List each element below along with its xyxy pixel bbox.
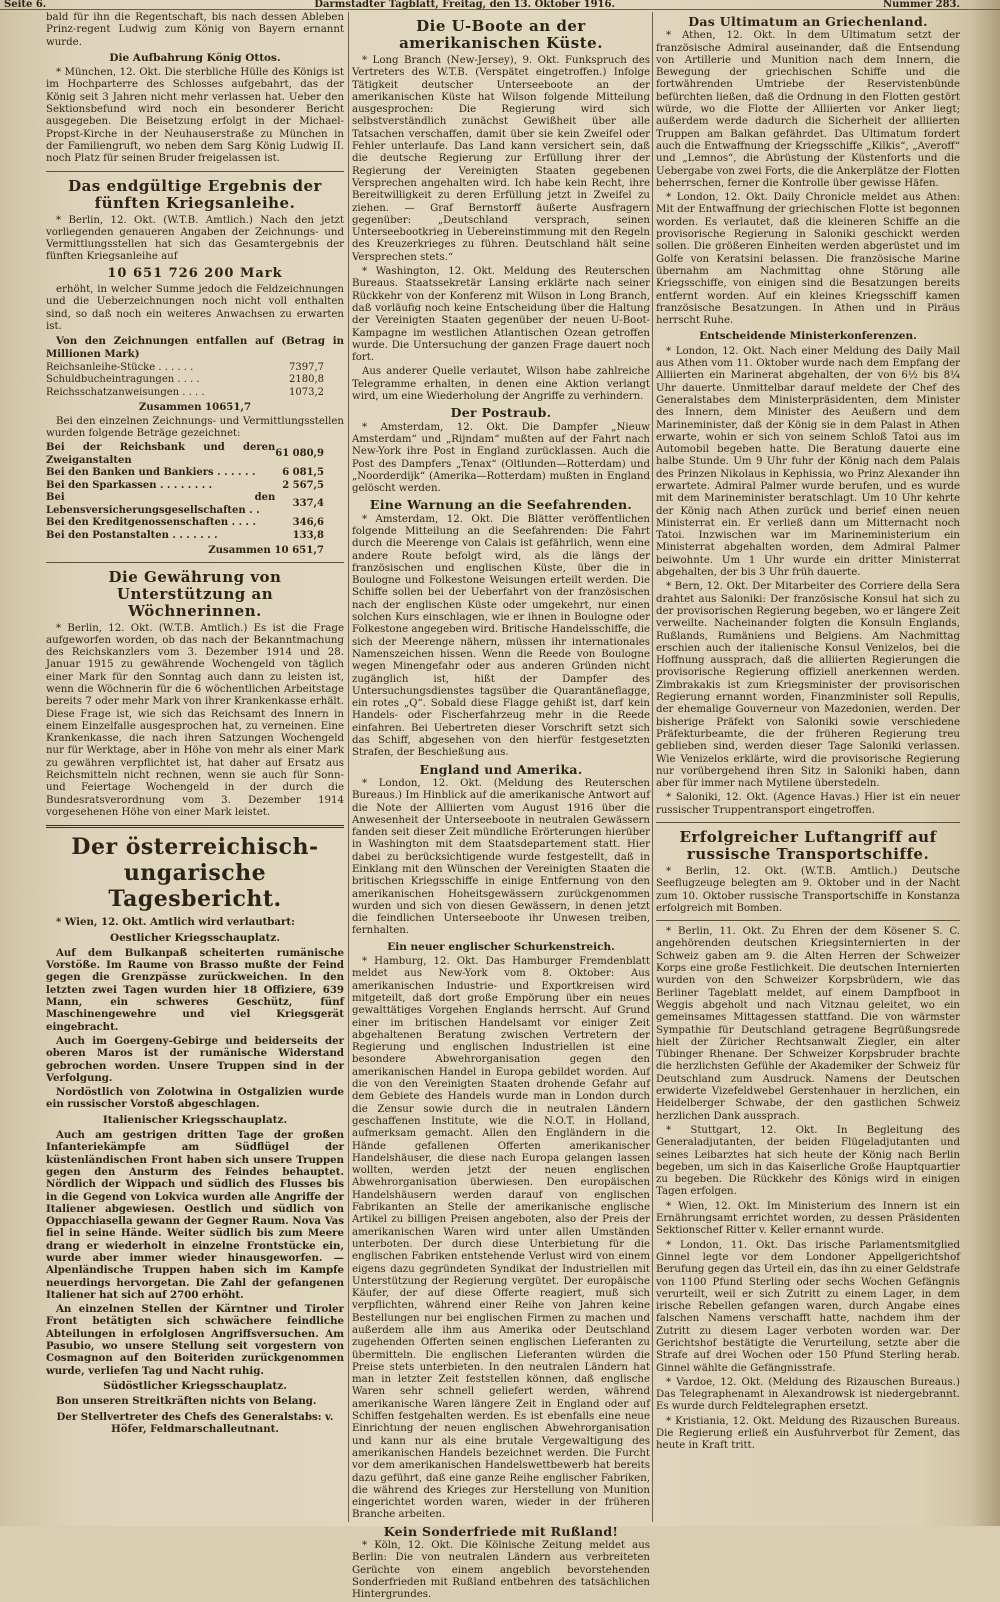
tagesbericht-intro: * Wien, 12. Okt. Amtlich wird verlautbart:	[56, 916, 295, 929]
news-item: * London, 11. Okt. Das irische Parlamentsmitglied Ginnel legte vor dem Londoner Appellgerichtshof Berufung gegen das Urteil ein, das ihn zu einer Geldstrafe von 1100 Pfund Sterling oder sechs Wochen Gefängnis verurteilt, weil er sich Zutritt zu einem Lager, in dem irische Rebellen gefangen waren, durch Angabe eines falschen Namens verschafft hatte, nachdem ihm der Zutritt zu diesem Lager verboten worden war. Der Gerichtshof bestätigte die Verurteilung, setzte aber die Strafe auf drei Wochen oder 150 Pfund Sterling herab. Ginnel wählte die Gefängnisstrafe.	[656, 1239, 960, 1374]
table-label: Bei den Lebensversicherungsgesellschaften . .	[46, 492, 276, 516]
uboot-text-2: * Washington, 12. Okt. Meldung des Reuterschen Bureaus. Staatssekretär Lansing erklärte nach seiner Rückkehr von der Konferenz mit Wilson in Long Branch, daß vorläufig noch keine Entscheidung über die Haltung der Vereinigten Staaten gegenüber der neuen U-Boot-Kampagne im westlichen Atlantischen Ozean getroffen wurde. Die Untersuchung der ganzen Frage dauert noch fort.	[352, 266, 650, 364]
table-label: Bei den Banken und Bankiers . . . . . .	[46, 467, 256, 479]
divider	[46, 825, 344, 828]
post-headline: Der Postraub.	[450, 405, 552, 421]
issue-number: Nummer 283.	[882, 0, 960, 10]
table-value: 346,6	[292, 517, 324, 529]
anleihe-sum-1: Zusammen 10651,7	[138, 401, 252, 414]
ital-text-2: An einzelnen Stellen der Kärntner und Tiroler Front betätigten sich schwächere feindliche Abteilungen in erfolglosen Angriffsversuchen. Am Pasubio, wo unsere Stellung seit vorgestern von Cosmagnon auf den Boiteriden zurückgenommen wurde, verliefen Tag und Nacht ruhig.	[46, 1303, 344, 1377]
anleihe-headline: Das endgültige Ergebnis der fünften Kriegsanleihe.	[68, 176, 322, 212]
ost-headline: Oestlicher Kriegsschauplatz.	[109, 931, 281, 944]
table-row	[46, 467, 344, 480]
streich-headline: Ein neuer englischer Schurkenstreich.	[387, 940, 615, 953]
column-2	[352, 12, 650, 1601]
table-row	[46, 374, 344, 387]
column-rule-1	[348, 12, 349, 1522]
table-row	[46, 517, 344, 530]
anleihe-text-3: Von den Zeichnungen entfallen auf (Betrag in Millionen Mark)	[46, 335, 344, 360]
divider	[46, 171, 344, 172]
table-row	[46, 530, 344, 543]
anleihe-amount: 10 651 726 200 Mark	[107, 265, 283, 281]
divider	[656, 920, 960, 921]
tagesbericht-headline: Der österreichisch-ungarische Tagesbericht.	[71, 834, 319, 913]
news-item: * Stuttgart, 12. Okt. In Begleitung des Generaladjutanten, der beiden Flügeladjutanten und seines Leibarztes hat sich heute der König nach Berlin begeben, um sich in das Kaiserliche Große Hauptquartier zu begeben. Die Rückkehr des Königs wird in einigen Tagen erfolgen.	[656, 1124, 960, 1198]
column-1	[46, 12, 344, 1522]
sonder-article: * Köln, 12. Okt. Die Kölnische Zeitung meldet aus Berlin: Die von neutralen Ländern aus verbreiteten Gerüchte von einem angeblich bevorstehenden Sonderfrieden mit Rußland entbehren des tatsächlichen Hintergrundes.	[352, 1540, 650, 1601]
minister-text-1: * London, 12. Okt. Nach einer Meldung des Daily Mail aus Athen vom 11. Oktober wurde nach dem Empfang der Alliierten ein Marinerat abgehalten, der von 6½ bis 8¼ Uhr dauerte. Unmittelbar darauf meldete der Chef des Generalstabes dem Ministerpräsidenten, dem Minister des Innern, dem Minister des Aeußern und dem Marineminister, daß der König sie in dem Palast in Athen erwarte, wohin er sich von seinem Schloß Tatoi aus im Automobil begeben hatte. Die Beratung dauerte eine halbe Stunde. Um 9 Uhr fuhr der König nach dem Palais des Prinzen Nikolaus in Kephissia, wo Prinz Alexander ihn erwartete. Admiral Palmer wurde berufen, und es wurde mit dem Marineminister beratschlagt. Um 10 Uhr kehrte der König nach Athen zurück und berief einen neuen Ministerrat ein. Er verließ dann um Mitternacht noch Tatoi. Inzwischen war im Marineministerium ein Ministerrat abgehalten worden, dem Admiral Palmer beiwohnte. Um 1 Uhr wurde ein dritter Ministerrat abgehalten, der bis 3 Uhr früh dauerte.	[656, 345, 960, 579]
anleihe-text-1: * Berlin, 12. Okt. (W.T.B. Amtlich.) Nach den jetzt vorliegenden genaueren Angaben der Zeichnungs- und Vermittlungsstellen hat sich das Gesamtergebnis der fünften Kriegsanleihe auf	[46, 214, 344, 263]
sonder-headline: Kein Sonderfriede mit Rußland!	[383, 1523, 619, 1539]
anleihe-text-2: erhöht, in welcher Summe jedoch die Feldzeichnungen und die Ueberzeichnungen noch nicht voll enthalten sind, so daß noch ein weiteres Anwachsen zu erwarten ist.	[46, 284, 344, 332]
table-row	[46, 492, 344, 517]
ultimatum-headline: Das Ultimatum an Griechenland.	[688, 14, 928, 29]
wochen-headline: Die Gewährung von Unterstützung an Wöchnerinnen.	[108, 567, 282, 620]
table-label: Schuldbucheintragungen . . . .	[46, 374, 200, 386]
otto-headline: Die Aufbahrung König Ottos.	[109, 51, 281, 64]
news-item: * Vardoe, 12. Okt. (Meldung des Rizauschen Bureaus.) Das Telegraphenamt in Alexandrowsk ist niedergebrannt. Es wurde durch Feldtelegraphen ersetzt.	[656, 1376, 960, 1413]
table-row	[46, 480, 344, 493]
table-value: 133,8	[292, 529, 324, 541]
table-row	[46, 442, 344, 467]
page-edge-shadow	[970, 0, 1000, 1526]
luft-headline: Erfolgreicher Luftangriff auf russische Transportschiffe.	[679, 828, 937, 863]
ital-text-1: Auch am gestrigen dritten Tage der großen Infanteriekämpfe am Südflügel der küstenländischen Front haben sich unsere Truppen gegen den Ansturm des Feindes behauptet. Nördlich der Wippach und südlich des Flusses bis in die Gegend von Lokvica wurden alle Angriffe der Italiener abgewiesen. Oestlich und südlich von Oppacchiasella gewann der Gegner Raum. Nova Vas fiel in seine Hände. Weiter südlich bis zum Meere drang er wiederholt in einzelne Frontstücke ein, wurde aber immer wieder hinausgeworfen. — Alpenländische Truppen haben sich im Kampfe neuerdings hervorgetan. Die Zahl der gefangenen Italiener hat sich auf 2700 erhöht.	[46, 1129, 344, 1301]
luft-article: * Berlin, 12. Okt. (W.T.B. Amtlich.) Deutsche Seeflugzeuge belegten am 9. Oktober und in der Nacht zum 10. Oktober russische Transportschiffe in Konstanza erfolgreich mit Bomben.	[656, 866, 960, 914]
newspaper-title-date: Darmstädter Tagblatt, Freitag, den 13. Oktober 1916.	[314, 0, 615, 10]
table-label: Reichsanleihe-Stücke . . . . . .	[46, 361, 194, 373]
table-row	[46, 362, 344, 375]
otto-article: * München, 12. Okt. Die sterbliche Hülle des Königs ist im Hochparterre des Schlosses aufgebahrt, das der König seit 3 Jahren nicht mehr verlassen hat. Ueber den Sektionsbefund wird noch ein besonderer Bericht ausgegeben. Die Beisetzung erfolgt in der Michael-Propst-Kirche in der Neuhauserstraße zu München in der Familiengruft, wo neben dem Sarg König Ludwig II. noch Platz für seinen Bruder freigelassen ist.	[46, 67, 344, 165]
column-3	[656, 12, 960, 1522]
table-label: Bei der Reichsbank und deren Zweiganstalten	[46, 442, 276, 466]
warn-article: * Amsterdam, 12. Okt. Die Blätter veröffentlichen folgende Mitteilung an die Seefahrenden: Die Fahrt durch die Meerenge von Calais ist gefährlich, wenn eine andere Route befolgt wird, als die längs der französischen und englischen Küste, über die in Boulogne und Folkestone Weisungen erteilt werden. Die Schiffe sollen bei der Ueberfahrt von der französischen nach der englischen Küste oder umgekehrt, nur einen solchen Kurs einschlagen, wie er ihnen in Boulogne oder Folkestone angegeben wird. Britische Handelsschiffe, die sich der Meerenge nähern, müssen ihr internationales Namenszeichen hissen. Wenn die Reede von Boulogne wegen Minengefahr oder aus anderen Gründen nicht zugänglich ist, hißt der Dampfer des Untersuchungsdienstes tagsüber die Quarantäneflagge, ein rotes „Q“. Sobald diese Flagge gehißt ist, darf kein Handels- oder Fischerfahrzeug mehr in die Reede einfahren. Bei Uebertreten dieser Vorschrift setzt sich das Schiff, abgesehen von den hierfür festgesetzten Strafen, der Beschießung aus.	[352, 513, 650, 759]
uboot-text-3: Aus anderer Quelle verlautet, Wilson habe zahlreiche Telegramme erhalten, in denen eine Aktion verlangt wird, um eine Wiederholung der Angriffe zu verhindern.	[352, 366, 650, 403]
divider	[46, 562, 344, 563]
table-value: 1073,2	[289, 386, 324, 398]
eng-headline: England und Amerika.	[419, 761, 583, 777]
ost-text-1: Auf dem Bulkanpaß scheiterten rumänische Vorstöße. Im Raume von Brasso mußte der Feind gegen die Grenzpässe zurückweichen. In den letzten zwei Tagen wurden hier 18 Offiziere, 639 Mann, ein schweres Geschütz, fünf Maschinengewehre und viel Kriegsgerät eingebracht.	[46, 946, 344, 1033]
table-value: 2 567,5	[282, 479, 324, 491]
ultimatum-text-2: * London, 12. Okt. Daily Chronicle meldet aus Athen: Mit der Entwaffnung der griechischen Flotte ist begonnen worden. Es verlautet, daß die kleineren Schiffe an die provisorische Regierung in Saloniki geschickt werden sollen. Die größeren Einheiten werden abgerüstet und im Golfe von Keratsini belassen. Die französische Marine übernahm am Nachmittag ohne Störung alle Kriegsschiffe, von einigen sind die Besatzungen bereits entfernt worden. Auf ein kleines Kriegsschiff kamen französische Besatzungen. In Athen und in Piräus herrscht Ruhe.	[656, 192, 960, 327]
uboot-text-1: * Long Branch (New-Jersey), 9. Okt. Funkspruch des Vertreters des W.T.B. (Verspätet eingetroffen.) Infolge Tätigkeit deutscher Unterseeboote an der amerikanischen Küste hat Wilson folgende Mitteilung ausgesprochen: Die Regierung wird sich selbstverständlich zunächst Gewißheit über alle Tatsachen verschaffen, damit über sie kein Zweifel oder Fehler unterlaufe. Das Land kann versichert sein, daß die deutsche Regierung zur Erfüllung ihrer der Regierung der Vereinigten Staaten gegebenen Versprechen angehalten wird. Ich habe kein Recht, ihre Bereitwilligkeit zu deren Erfüllung jetzt in Zweifel zu ziehen. — Graf Bernstorff äußerte Ausfragern gegenüber: „Deutschland versprach, seinen Unterseebootkrieg in Uebereinstimmung mit den Regeln des Kreuzerkrieges zu führen. Deutschland hält seine Versprechen stets.“	[352, 55, 650, 263]
anleihe-table-1	[46, 362, 344, 400]
sued-text: Bon unseren Streitkräften nichts von Belang.	[56, 1395, 317, 1408]
wochen-article: * Berlin, 12. Okt. (W.T.B. Amtlich.) Es ist die Frage aufgeworfen worden, ob das nach der Bekanntmachung des Reichskanzlers vom 3. Dezember 1914 und 28. Januar 1915 zu gewährende Wochengeld von täglich einer Mark für den Sonntag auch dann zu leisten ist, wenn die Wöchnerin für die 6 wöchentlichen Arbeitstage bereits 7 oder mehr Mark von ihrer Krankenkasse erhält. Diese Frage ist, wie sich das Reichsamt des Innern in einem Einzelfalle ausgesprochen hat, zu verneinen. Eine Krankenkasse, die nach ihren Satzungen Wochengeld nur für Werktage, aber in Höhe von mehr als einer Mark zu gewähren verpflichtet ist, hat daher auf Ersatz aus Reichsmitteln nicht rechnen, wenn sie auch für Sonn- und Feiertage Wochengeld in der durch die Bundesratsverordnung vom 3. Dezember 1914 vorgesehenen Höhe von einer Mark leistet.	[46, 622, 344, 818]
divider	[656, 822, 960, 823]
table-label: Bei den Sparkassen . . . . . . . .	[46, 479, 213, 491]
anleihe-text-4: Bei den einzelnen Zeichnungs- und Vermittlungsstellen wurden folgende Beträge gezeichnet:	[46, 415, 344, 439]
uboot-headline: Die U-Boote an der amerikanischen Küste.	[399, 17, 603, 52]
table-row	[46, 387, 344, 400]
news-item: * Wien, 12. Okt. Im Ministerium des Innern ist ein Ernährungsamt errichtet worden, zu dessen Präsidenten Sektionschef Ritter v. Keller ernannt wurde.	[656, 1200, 960, 1237]
eng-article: * London, 12. Okt. (Meldung des Reuterschen Bureaus.) Im Hinblick auf die amerikanische Antwort auf die Note der Alliierten vom August 1916 über die Anwesenheit der Unterseeboote in neutralen Gewässern fanden seit dieser Zeit mündliche Erörterungen hierüber in Washington mit dem Staatsdepartement statt. Hier dabei zu berücksichtigende wurde festgestellt, daß in Einklang mit den Wünschen der Vereinigten Staaten die britischen Kriegsschiffe in einige Entfernung von den amerikanischen Hoheitsgewässern zurückgenommen wurden und sich von diesen Gewässern, in denen jetzt die feindlichen Unterseeboote ihr Unwesen treiben, fernhalten.	[352, 777, 650, 937]
anleihe-sum-2: Zusammen 10 651,7	[208, 544, 324, 557]
ital-headline: Italienischer Kriegsschauplatz.	[102, 1113, 288, 1126]
ost-text-2: Auch im Goergeny-Gebirge und beiderseits der oberen Maros ist der rumänische Widerstand gebrochen worden. Unsere Truppen sind in der Verfolgung.	[46, 1034, 344, 1084]
streich-article: * Hamburg, 12. Okt. Das Hamburger Fremdenblatt meldet aus New-York vom 8. Oktober: Aus amerikanischen Industrie- und Exportkreisen wird mitgeteilt, daß dort große Empörung über ein neues gewalttätiges Vorgehen Englands herrscht. Auf Grund einer im britischen Handelsamt vor einiger Zeit abgehaltenen Beratung zwischen Vertretern der Regierung und englischen Industriellen ist eine besondere Abwehrorganisation gegen den amerikanischen Handel in Europa gebildet worden. Auf die von den Vereinigten Staaten drohende Gefahr auf dem Gebiete des Handels wurde man in London durch die Zensur sowie durch die in neutralen Ländern geschaffenen Institute, wie die N.O.T. in Holland, aufmerksam gemacht. Allen den Engländern in die Hände gefallenen Offerten amerikanischer Handelshäuser, die diese nach Europa gelangen lassen wollten, werden jetzt der neuen englischen Abwehrorganisation überwiesen. Den europäischen Handelshäusern werden darauf von englischen Fabrikanten an Stelle der amerikanische englische Artikel zu billigen Preisen angeboten, also der Preis der amerikanischen Waren wird unter allen Umständen unterboten. Der durch diese Unterbietung für die englischen Fabriken entstehende Verlust wird von einem eigens dazu gegründeten Syndikat der Industriellen mit Unterstützung der Regierung vergütet. Der europäische Käufer, der auf diese Offerte reagiert, muß sich verpflichten, während einer Reihe von Jahren keine Bestellungen nur bei englischen Firmen zu machen und außerdem alle ihm aus Amerika oder Deutschland zugehenden Offerten seinen englischen Lieferanten zu übermitteln. Die englischen Lieferanten würden die Preise stets unterbieten. In den neutralen Ländern hat man in letzter Zeit feststellen können, daß englische Waren sehr schnell geliefert werden, während amerikanische Waren längere Zeit in England oder auf Schiffen festgehalten werden. Es ist ebenfalls eine neue Einrichtung der neuen englischen Abwehrorganisation und kann nur als eine brutale Vergewaltigung des amerikanischen Handels bezeichnet werden. Die Furcht vor dem amerikanischen Handelswettbewerb hat bereits dazu geführt, daß eine ganze Reihe englischer Fabriken, die während des Krieges zur Herstellung von Munition eingerichtet worden waren, wieder in der früheren Branche arbeiten.	[352, 956, 650, 1521]
table-label: Bei den Kreditgenossenschaften . . . .	[46, 517, 256, 529]
table-value: 7397,7	[289, 361, 324, 373]
masthead	[0, 0, 1000, 10]
table-value: 6 081,5	[282, 467, 324, 479]
minister-text-3: * Saloniki, 12. Okt. (Agence Havas.) Hier ist ein neuer russischer Truppentransport eingetroffen.	[656, 792, 960, 816]
sued-headline: Südöstlicher Kriegsschauplatz.	[103, 1379, 287, 1392]
anleihe-table-2	[46, 442, 344, 542]
warn-headline: Eine Warnung an die Seefahrenden.	[369, 497, 633, 513]
table-value: 2180,8	[289, 374, 324, 386]
article-continuation: bald für ihn die Regentschaft, bis nach dessen Ableben Prinz-regent Ludwig zum König von Bayern ernannt wurde.	[46, 12, 344, 48]
table-value: 61 080,9	[275, 448, 324, 460]
table-label: Reichsschatzanweisungen . . . .	[46, 386, 205, 398]
ost-text-3: Nordöstlich von Zolotwina in Ostgalizien wurde ein russischer Vorstoß abgeschlagen.	[46, 1086, 344, 1111]
minister-text-2: * Bern, 12. Okt. Der Mitarbeiter des Corriere della Sera drahtet aus Saloniki: Der französische Konsul hat sich zu der provisorischen Regierung begeben, wo er längere Zeit verweilte. Nacheinander folgten die Konsuln Englands, Rußlands, Rumäniens und Belgiens. Am Nachmittag erschien auch der italienische Konsul Venizelos, bei die Hoffnung aussprach, daß die alliierten Regierungen die provisorische Regierung offiziell anerkennen werden. Zimbrakakis ist zum Kriegsminister der provisorischen Regierung ernannt worden, Finanzminister soll Repulis, der ehemalige Gouverneur von Mazedonien, werden. Der bisherige Präfekt von Saloniki sowie verschiedene Präfekturbeamte, die der früheren Regierung treu geblieben sind, werden dieser Tage Saloniki verlassen. Wie Venizelos erklärte, wird die provisorische Regierung nur vorübergehend ihren Sitz in Saloniki haben, dann aber für immer nach Mytilene überstedeln.	[656, 581, 960, 790]
post-article: * Amsterdam, 12. Okt. Die Dampfer „Nieuw Amsterdam“ und „Rijndam“ mußten auf der Fahrt nach New-York ihre Post in England zurücklassen. Auch die Post des Dampfers „Tenax“ (Oltlunden—Rotterdam) und „Noorderdijk“ (Amerika—Rotterdam) mußten in England gelöscht werden.	[352, 421, 650, 495]
page-number: Seite 6.	[4, 0, 47, 10]
ultimatum-text-1: * Athen, 12. Okt. In dem Ultimatum setzt der französische Admiral auseinander, daß die Entsendung von Artillerie und Munition nach dem Innern, die Bewegung der griechischen Schiffe und die fortwährenden Umtriebe der Reservistenbünde befürchten ließen, daß die Ordnung in den Flotten gestört würde, wo die Flotte der Alliierten vor Anker liegt; außerdem werde dadurch die Sicherheit der alliierten Truppen am Balkan gefährdet. Das Ultimatum fordert auch die Entwaffnung der Kriegsschiffe „Kilkis“, „Averoff“ und „Lemnos“, die Abrüstung der Küstenforts und die Uebergabe von zwei Forts, die die Ankerplätze der Flotten beherrschen, ferner die Kontrolle über gewisse Häfen.	[656, 30, 960, 189]
table-value: 337,4	[292, 498, 324, 510]
signature: Der Stellvertreter des Chefs des Generalstabs: v. Höfer, Feldmarschalleutnant.	[56, 1410, 334, 1435]
news-item: * Kristiania, 12. Okt. Meldung des Rizauschen Bureaus. Die Regierung erließ ein Ausfuhrverbot für Zement, das heute in Kraft tritt.	[656, 1415, 960, 1452]
minister-headline: Entscheidende Ministerkonferenzen.	[699, 330, 917, 343]
news-item: * Berlin, 11. Okt. Zu Ehren der dem Kösener S. C. angehörenden deutschen Kriegsinternierten in der Schweiz gaben am 9. die Alten Herren der Schweizer Korps eine große Festlichkeit. Die deutschen Internierten wurden von den Schweizer Korpsbrüdern, wie das Berliner Tageblatt meldet, auf einem Dampfboot in Weggis abgeholt und nach Vitznau geleitet, wo ein gemeinsames Mittagessen stattfand. Die von wärmster Sympathie für Deutschland getragene Begrüßungsrede hielt der Züricher Rechtsanwalt Ziegler, ein alter Tübinger Rhenane. Der Schweizer Korpsbruder brachte die herzlichsten Gefühle der Akademiker der Schweiz für Deutschland zum Ausdruck. Namens der Deutschen erwiderte Vizefeldwebel Gerstenhauer in herzlichen, ein Heidelberger Schwabe, der den gastlichen Schweiz herzlichen Dank aussprach.	[656, 926, 960, 1122]
column-rule-2	[652, 12, 653, 1522]
table-label: Bei den Postanstalten . . . . . . .	[46, 529, 218, 541]
